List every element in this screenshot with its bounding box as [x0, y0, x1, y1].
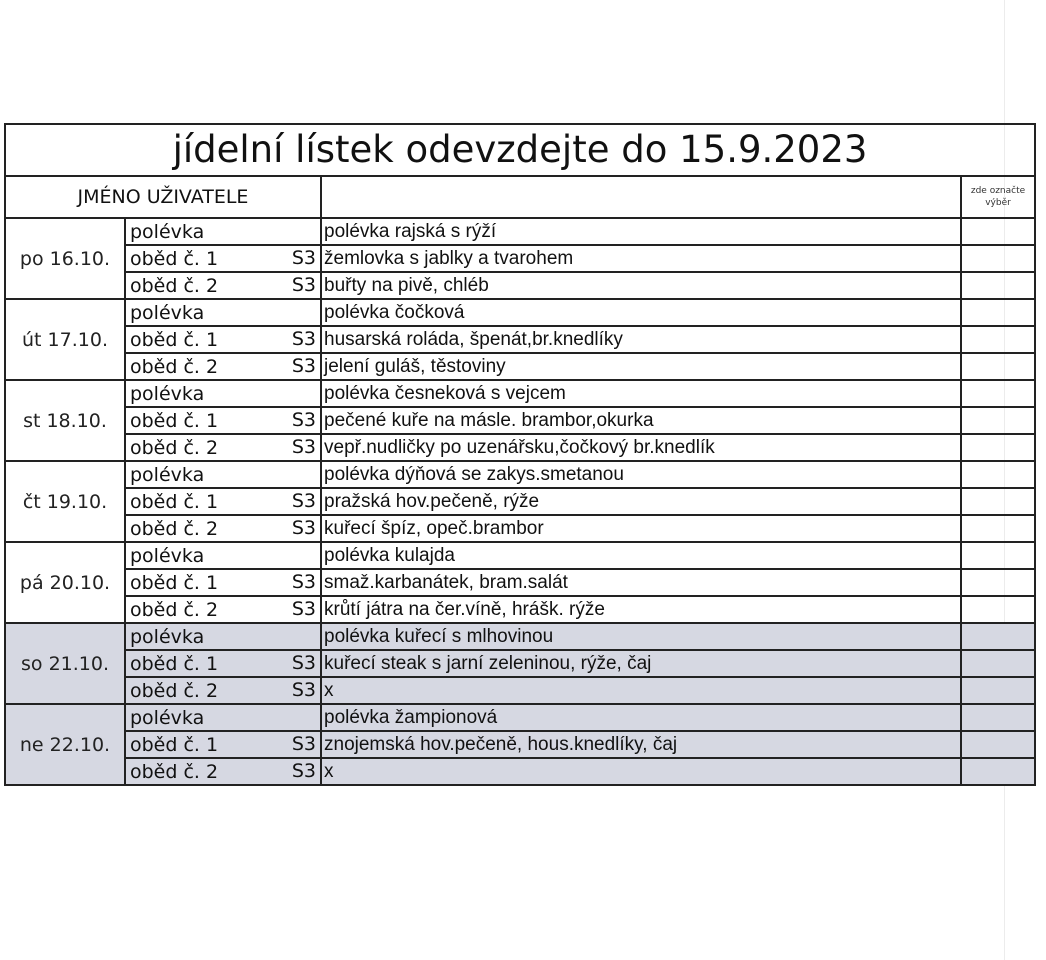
meal-description: vepř.nudličky po uzenářsku,čočkový br.knedlík: [321, 434, 961, 461]
course-label: oběd č. 2: [130, 679, 219, 702]
menu-row: [5, 272, 1035, 299]
day-label: ne 22.10.: [5, 704, 125, 785]
choice-mark-cell[interactable]: [961, 461, 1035, 488]
menu-row: [5, 731, 1035, 758]
choice-mark-cell[interactable]: [961, 677, 1035, 704]
diet-code: S3: [291, 247, 316, 269]
menu-row: [5, 434, 1035, 461]
menu-row: [5, 461, 1035, 488]
diet-code: S3: [291, 274, 316, 296]
choice-mark-cell[interactable]: [961, 353, 1035, 380]
menu-row: [5, 515, 1035, 542]
course-label: oběd č. 2: [130, 274, 219, 297]
choice-mark-cell[interactable]: [961, 758, 1035, 785]
choice-mark-cell[interactable]: [961, 434, 1035, 461]
meal-description: x: [321, 677, 961, 704]
menu-row: [5, 650, 1035, 677]
course-cell: [125, 380, 321, 407]
course-cell: [125, 677, 321, 704]
menu-row: [5, 677, 1035, 704]
course-label: oběd č. 1: [130, 652, 219, 675]
meal-description: jelení guláš, těstoviny: [321, 353, 961, 380]
course-cell: [125, 461, 321, 488]
menu-row: [5, 542, 1035, 569]
course-cell: [125, 758, 321, 785]
course-cell: [125, 488, 321, 515]
meal-description: buřty na pivě, chléb: [321, 272, 961, 299]
meal-description: polévka kuřecí s mlhovinou: [321, 623, 961, 650]
course-cell: [125, 407, 321, 434]
menu-row: [5, 623, 1035, 650]
meal-description: žemlovka s jablky a tvarohem: [321, 245, 961, 272]
course-label: polévka: [130, 382, 205, 405]
course-cell: [125, 650, 321, 677]
meal-description: polévka kulajda: [321, 542, 961, 569]
menu-row: [5, 596, 1035, 623]
meal-description: kuřecí steak s jarní zeleninou, rýže, čaj: [321, 650, 961, 677]
diet-code: S3: [291, 328, 316, 350]
menu-row: [5, 299, 1035, 326]
diet-code: S3: [291, 598, 316, 620]
menu-row: [5, 704, 1035, 731]
choice-mark-cell[interactable]: [961, 542, 1035, 569]
meal-description: pečené kuře na másle. brambor,okurka: [321, 407, 961, 434]
course-cell: [125, 245, 321, 272]
menu-row: [5, 353, 1035, 380]
course-label: polévka: [130, 220, 205, 243]
course-label: oběd č. 2: [130, 760, 219, 783]
user-name-field[interactable]: [321, 176, 961, 218]
diet-code: S3: [291, 490, 316, 512]
menu-row: [5, 218, 1035, 245]
choice-mark-cell[interactable]: [961, 245, 1035, 272]
choice-mark-cell[interactable]: [961, 299, 1035, 326]
course-label: oběd č. 2: [130, 598, 219, 621]
menu-row: [5, 407, 1035, 434]
course-label: oběd č. 1: [130, 409, 219, 432]
menu-row: [5, 245, 1035, 272]
course-cell: [125, 596, 321, 623]
meal-description: polévka česneková s vejcem: [321, 380, 961, 407]
day-label: út 17.10.: [5, 299, 125, 380]
course-label: oběd č. 2: [130, 355, 219, 378]
course-cell: [125, 434, 321, 461]
choice-mark-cell[interactable]: [961, 704, 1035, 731]
course-label: oběd č. 1: [130, 328, 219, 351]
course-label: oběd č. 1: [130, 490, 219, 513]
diet-code: S3: [291, 679, 316, 701]
user-name-label: JMÉNO UŽIVATELE: [5, 176, 321, 218]
meal-description: kuřecí špíz, opeč.brambor: [321, 515, 961, 542]
choice-mark-cell[interactable]: [961, 569, 1035, 596]
course-label: oběd č. 2: [130, 517, 219, 540]
meal-description: polévka žampionová: [321, 704, 961, 731]
meal-description: krůtí játra na čer.víně, hrášk. rýže: [321, 596, 961, 623]
course-label: polévka: [130, 544, 205, 567]
course-cell: [125, 623, 321, 650]
meal-description: pražská hov.pečeně, rýže: [321, 488, 961, 515]
choice-mark-cell[interactable]: [961, 596, 1035, 623]
day-label: st 18.10.: [5, 380, 125, 461]
menu-title: jídelní lístek odevzdejte do 15.9.2023: [5, 124, 1035, 176]
day-label: so 21.10.: [5, 623, 125, 704]
meal-description: polévka čočková: [321, 299, 961, 326]
course-label: polévka: [130, 301, 205, 324]
meal-description: x: [321, 758, 961, 785]
meal-description: polévka rajská s rýží: [321, 218, 961, 245]
choice-mark-cell[interactable]: [961, 731, 1035, 758]
diet-code: S3: [291, 652, 316, 674]
menu-row: [5, 488, 1035, 515]
course-cell: [125, 704, 321, 731]
course-cell: [125, 515, 321, 542]
course-label: oběd č. 1: [130, 571, 219, 594]
mark-choice-header: zde označte výběr: [961, 176, 1035, 218]
course-cell: [125, 731, 321, 758]
course-label: oběd č. 1: [130, 247, 219, 270]
meal-description: smaž.karbanátek, bram.salát: [321, 569, 961, 596]
course-label: polévka: [130, 463, 205, 486]
choice-mark-cell[interactable]: [961, 488, 1035, 515]
menu-row: [5, 326, 1035, 353]
diet-code: S3: [291, 571, 316, 593]
choice-mark-cell[interactable]: [961, 407, 1035, 434]
course-cell: [125, 218, 321, 245]
menu-row: [5, 758, 1035, 785]
diet-code: S3: [291, 355, 316, 377]
day-label: pá 20.10.: [5, 542, 125, 623]
choice-mark-cell[interactable]: [961, 218, 1035, 245]
choice-mark-cell[interactable]: [961, 380, 1035, 407]
course-cell: [125, 569, 321, 596]
course-cell: [125, 299, 321, 326]
menu-row: [5, 380, 1035, 407]
day-label: po 16.10.: [5, 218, 125, 299]
choice-mark-cell[interactable]: [961, 650, 1035, 677]
course-cell: [125, 272, 321, 299]
course-label: oběd č. 2: [130, 436, 219, 459]
course-label: polévka: [130, 625, 205, 648]
course-cell: [125, 353, 321, 380]
course-cell: [125, 542, 321, 569]
meal-description: znojemská hov.pečeně, hous.knedlíky, čaj: [321, 731, 961, 758]
diet-code: S3: [291, 733, 316, 755]
course-label: oběd č. 1: [130, 733, 219, 756]
choice-mark-cell[interactable]: [961, 623, 1035, 650]
meal-description: polévka dýňová se zakys.smetanou: [321, 461, 961, 488]
choice-mark-cell[interactable]: [961, 272, 1035, 299]
day-label: čt 19.10.: [5, 461, 125, 542]
diet-code: S3: [291, 760, 316, 782]
choice-mark-cell[interactable]: [961, 326, 1035, 353]
diet-code: S3: [291, 409, 316, 431]
meal-description: husarská roláda, špenát,br.knedlíky: [321, 326, 961, 353]
choice-mark-cell[interactable]: [961, 515, 1035, 542]
course-label: polévka: [130, 706, 205, 729]
menu-table: [4, 123, 1036, 786]
diet-code: S3: [291, 436, 316, 458]
diet-code: S3: [291, 517, 316, 539]
course-cell: [125, 326, 321, 353]
menu-row: [5, 569, 1035, 596]
